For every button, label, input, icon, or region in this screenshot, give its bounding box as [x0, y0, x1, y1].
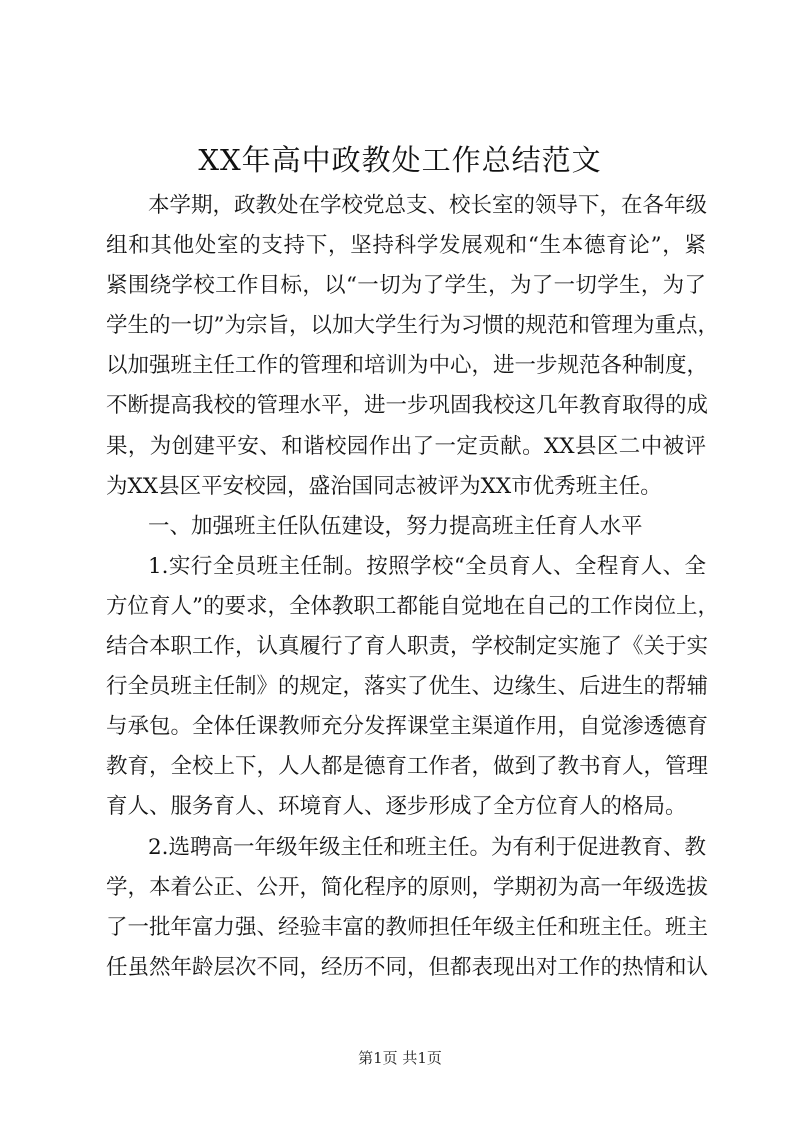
paragraph-line: 育人、服务育人、环境育人、逐步形成了全方位育人的格局。 — [106, 794, 687, 820]
section-heading: 一、加强班主任队伍建设，努力提高班主任育人水平 — [148, 513, 643, 539]
paragraph-line: 紧围绕学校工作目标，以“一切为了学生，为了一切学生，为了 — [106, 273, 706, 299]
paragraph-line: 为XX县区平安校园，盛治国同志被评为XX市优秀班主任。 — [106, 473, 662, 499]
paragraph-line: 果，为创建平安、和谐校园作出了一定贡献。XX县区二中被评 — [106, 433, 706, 459]
paragraph-line: 了一批年富力强、经验丰富的教师担任年级主任和班主任。班主 — [106, 914, 709, 940]
document-title: XX年高中政教处工作总结范文 — [198, 143, 602, 177]
paragraph-line: 组和其他处室的支持下，坚持科学发展观和“生本德育论”，紧 — [106, 233, 706, 259]
paragraph-line: 以加强班主任工作的管理和培训为中心，进一步规范各种制度， — [106, 353, 709, 379]
paragraph-line: 不断提高我校的管理水平，进一步巩固我校这几年教育取得的成 — [106, 393, 709, 419]
paragraph-line: 行全员班主任制》的规定，落实了优生、边缘生、后进生的帮辅 — [106, 674, 709, 700]
paragraph-line: 任虽然年龄层次不同，经历不同，但都表现出对工作的热情和认 — [106, 954, 709, 980]
paragraph-line: 教育，全校上下，人人都是德育工作者，做到了教书育人，管理 — [106, 754, 709, 780]
paragraph-line: 与承包。全体任课教师充分发挥课堂主渠道作用，自觉渗透德育 — [106, 714, 709, 740]
paragraph-line: 1.实行全员班主任制。按照学校“全员育人、全程育人、全 — [148, 553, 706, 579]
document-body — [106, 186, 719, 988]
paragraph-line: 本学期，政教处在学校党总支、校长室的领导下，在各年级 — [148, 193, 708, 218]
paragraph-line: 学生的一切”为宗旨，以加大学生行为习惯的规范和管理为重点， — [106, 313, 719, 339]
paragraph-line: 学，本着公正、公开，简化程序的原则，学期初为高一年级选拔 — [106, 874, 709, 900]
paragraph-line: 方位育人”的要求，全体教职工都能自觉地在自己的工作岗位上， — [106, 593, 719, 619]
page-footer: 第1页 共1页 — [358, 1049, 442, 1067]
paragraph-line: 2.选聘高一年级年级主任和班主任。为有利于促进教育、教 — [148, 834, 707, 860]
paragraph-line: 结合本职工作，认真履行了育人职责，学校制定实施了《关于实 — [106, 634, 709, 660]
